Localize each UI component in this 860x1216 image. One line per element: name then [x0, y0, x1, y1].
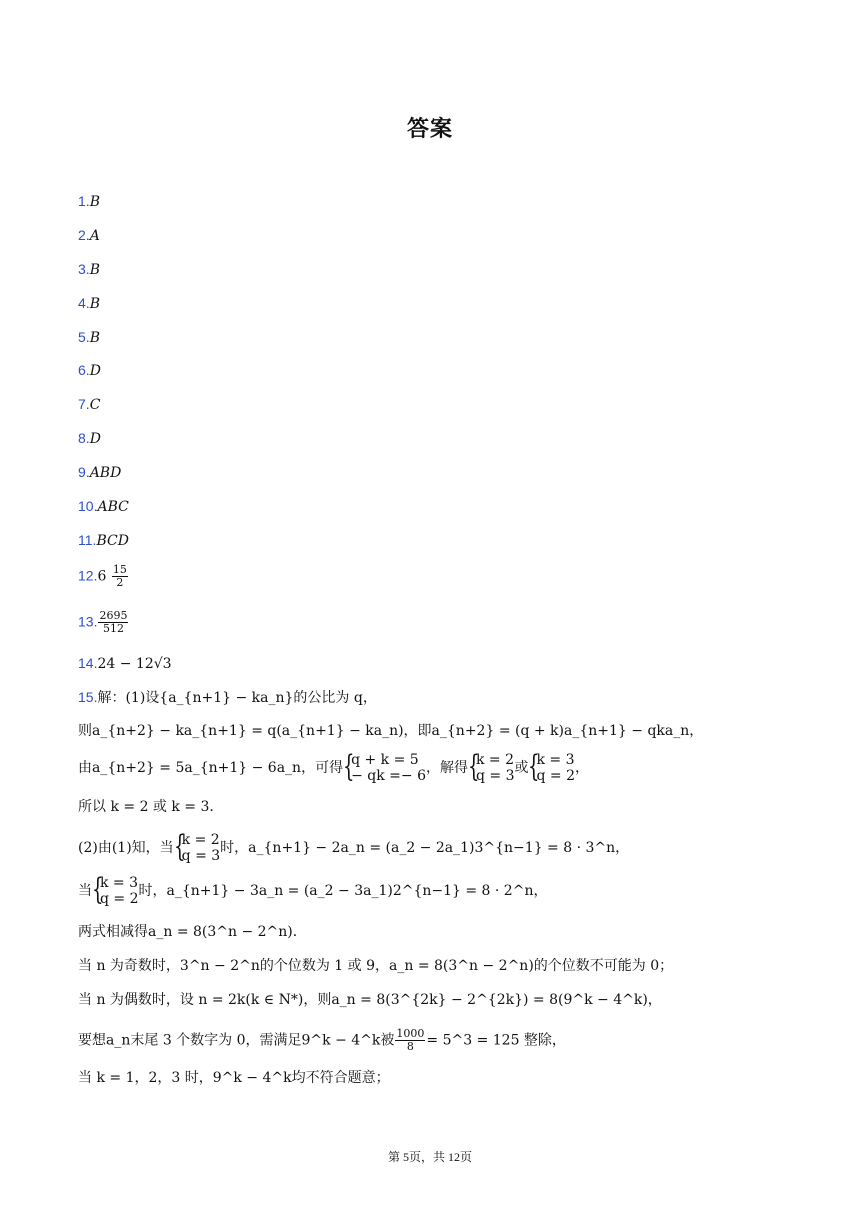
- answer-value: ABC: [97, 499, 129, 515]
- answer-line-14: [78, 653, 172, 674]
- system-row: k = 2: [475, 752, 515, 768]
- question-number: 4.: [78, 295, 90, 311]
- system-row: k = 3: [100, 875, 139, 891]
- system-row: − qk =− 6: [351, 768, 426, 784]
- fraction: [98, 610, 128, 635]
- question-number: 2.: [78, 227, 90, 243]
- answer-value: D: [89, 431, 101, 447]
- question-number: 11.: [78, 532, 97, 548]
- answer-line: [78, 530, 129, 551]
- solution-line: 当 n 为奇数时，3^n − 2^n的个位数为 1 或 9，a_n = 8(3^n − 2^n)的个位数不可能为 0；: [78, 958, 674, 974]
- fraction: [112, 564, 128, 589]
- solution-text: 当: [78, 883, 92, 899]
- question-number: 8.: [78, 430, 90, 446]
- brace: {: [173, 829, 186, 864]
- system-row: q + k = 5: [351, 752, 419, 768]
- solution-text: 解：(1)设{a_{n+1} − ka_n}的公比为 q，: [97, 690, 377, 706]
- brace: {: [92, 872, 104, 907]
- system-row: q = 2: [100, 891, 139, 907]
- answer-value: ABD: [89, 465, 122, 481]
- answer-line: [78, 327, 100, 348]
- brace: {: [343, 749, 355, 784]
- answer-value: 6: [97, 568, 107, 585]
- solution-text: 要想a_n末尾 3 个数字为 0，需满足9^k − 4^k被: [78, 1032, 395, 1049]
- question-number: 5.: [78, 329, 90, 345]
- solution-text: ，: [574, 760, 589, 776]
- answer-value: B: [89, 296, 100, 312]
- solution-line: [78, 749, 589, 784]
- system-row: q = 3: [475, 768, 515, 784]
- solution-line: 当 k = 1，2，3 时，9^k − 4^k均不符合题意；: [78, 1070, 390, 1086]
- solution-line: [78, 872, 548, 907]
- question-number: 6.: [78, 362, 90, 378]
- answer-line: [78, 394, 100, 415]
- equation-system: [92, 872, 139, 907]
- solution-line: [78, 687, 377, 708]
- question-number: 14.: [78, 655, 98, 671]
- answer-value: B: [89, 194, 100, 210]
- solution-text: ，解得: [425, 760, 468, 776]
- equation-system: [467, 749, 515, 784]
- answer-value: C: [89, 397, 101, 413]
- solution-text: 或: [514, 760, 529, 776]
- equation-system: [343, 749, 426, 784]
- brace: {: [467, 749, 480, 784]
- question-number: 7.: [78, 396, 90, 412]
- solution-text: 时，a_{n+1} − 3a_n = (a_2 − 3a_1)2^{n−1} = 8 · 2^n，: [138, 883, 548, 899]
- equation-system: [173, 829, 221, 864]
- question-number: 10.: [78, 498, 98, 514]
- equation-system: [528, 749, 575, 784]
- fraction: [395, 1028, 425, 1053]
- page-title: 答案: [406, 117, 453, 142]
- page-footer: 第 5页，共 12页: [387, 1150, 472, 1164]
- solution-line: 当 n 为偶数时，设 n = 2k(k ∈ N*)，则a_n = 8(3^{2k} − 2^{2k}) = 8(9^k − 4^k)，: [78, 992, 662, 1008]
- answer-value: D: [89, 363, 101, 379]
- answer-line: [78, 360, 101, 381]
- system-row: q = 3: [181, 848, 221, 864]
- fraction-denominator: 512: [102, 622, 124, 635]
- answer-value: BCD: [96, 533, 129, 549]
- answer-line: [78, 496, 129, 517]
- solution-line: [78, 1028, 566, 1053]
- answer-value: B: [89, 262, 100, 278]
- answer-line: [78, 225, 100, 246]
- solution-text: (2)由(1)知，当: [78, 840, 174, 856]
- solution-line: [78, 829, 630, 864]
- answer-line: [78, 259, 100, 280]
- system-row: k = 2: [181, 832, 220, 848]
- answer-value: 24 − 12√3: [97, 656, 172, 672]
- system-row: q = 2: [536, 768, 575, 784]
- solution-line: 两式相减得a_n = 8(3^n − 2^n)．: [78, 924, 307, 940]
- system-row: k = 3: [536, 752, 575, 768]
- answer-line: [78, 428, 101, 449]
- fraction-denominator: 2: [116, 576, 124, 589]
- answer-value: B: [89, 330, 100, 346]
- solution-text: = 5^3 = 125 整除，: [426, 1032, 566, 1049]
- question-number: 9.: [78, 464, 90, 480]
- fraction-numerator: 1000: [396, 1027, 425, 1040]
- question-number: 3.: [78, 261, 90, 277]
- fraction-denominator: 8: [406, 1040, 414, 1053]
- solution-line: 所以 k = 2 或 k = 3．: [78, 799, 224, 815]
- question-number: 15.: [78, 689, 98, 705]
- answer-value: A: [89, 228, 100, 244]
- question-number: 13.: [78, 613, 98, 630]
- solution-line: 则a_{n+2} − ka_{n+1} = q(a_{n+1} − ka_n)，即a_{n+2} = (q + k)a_{n+1} − qka_n，: [78, 723, 704, 739]
- answer-line: [78, 462, 121, 483]
- answer-line-12: [78, 564, 129, 589]
- question-number: 1.: [78, 193, 90, 209]
- fraction-numerator: 15: [112, 563, 127, 576]
- solution-text: 时，a_{n+1} − 2a_n = (a_2 − 2a_1)3^{n−1} = 8 · 3^n，: [220, 840, 630, 856]
- solution-text: 由a_{n+2} = 5a_{n+1} − 6a_n，可得: [78, 760, 344, 776]
- question-number: 12.: [78, 567, 98, 584]
- brace: {: [528, 749, 540, 784]
- fraction-numerator: 2695: [99, 609, 128, 622]
- answer-line-13: [78, 610, 129, 635]
- answer-line: [78, 191, 100, 212]
- answer-line: [78, 293, 100, 314]
